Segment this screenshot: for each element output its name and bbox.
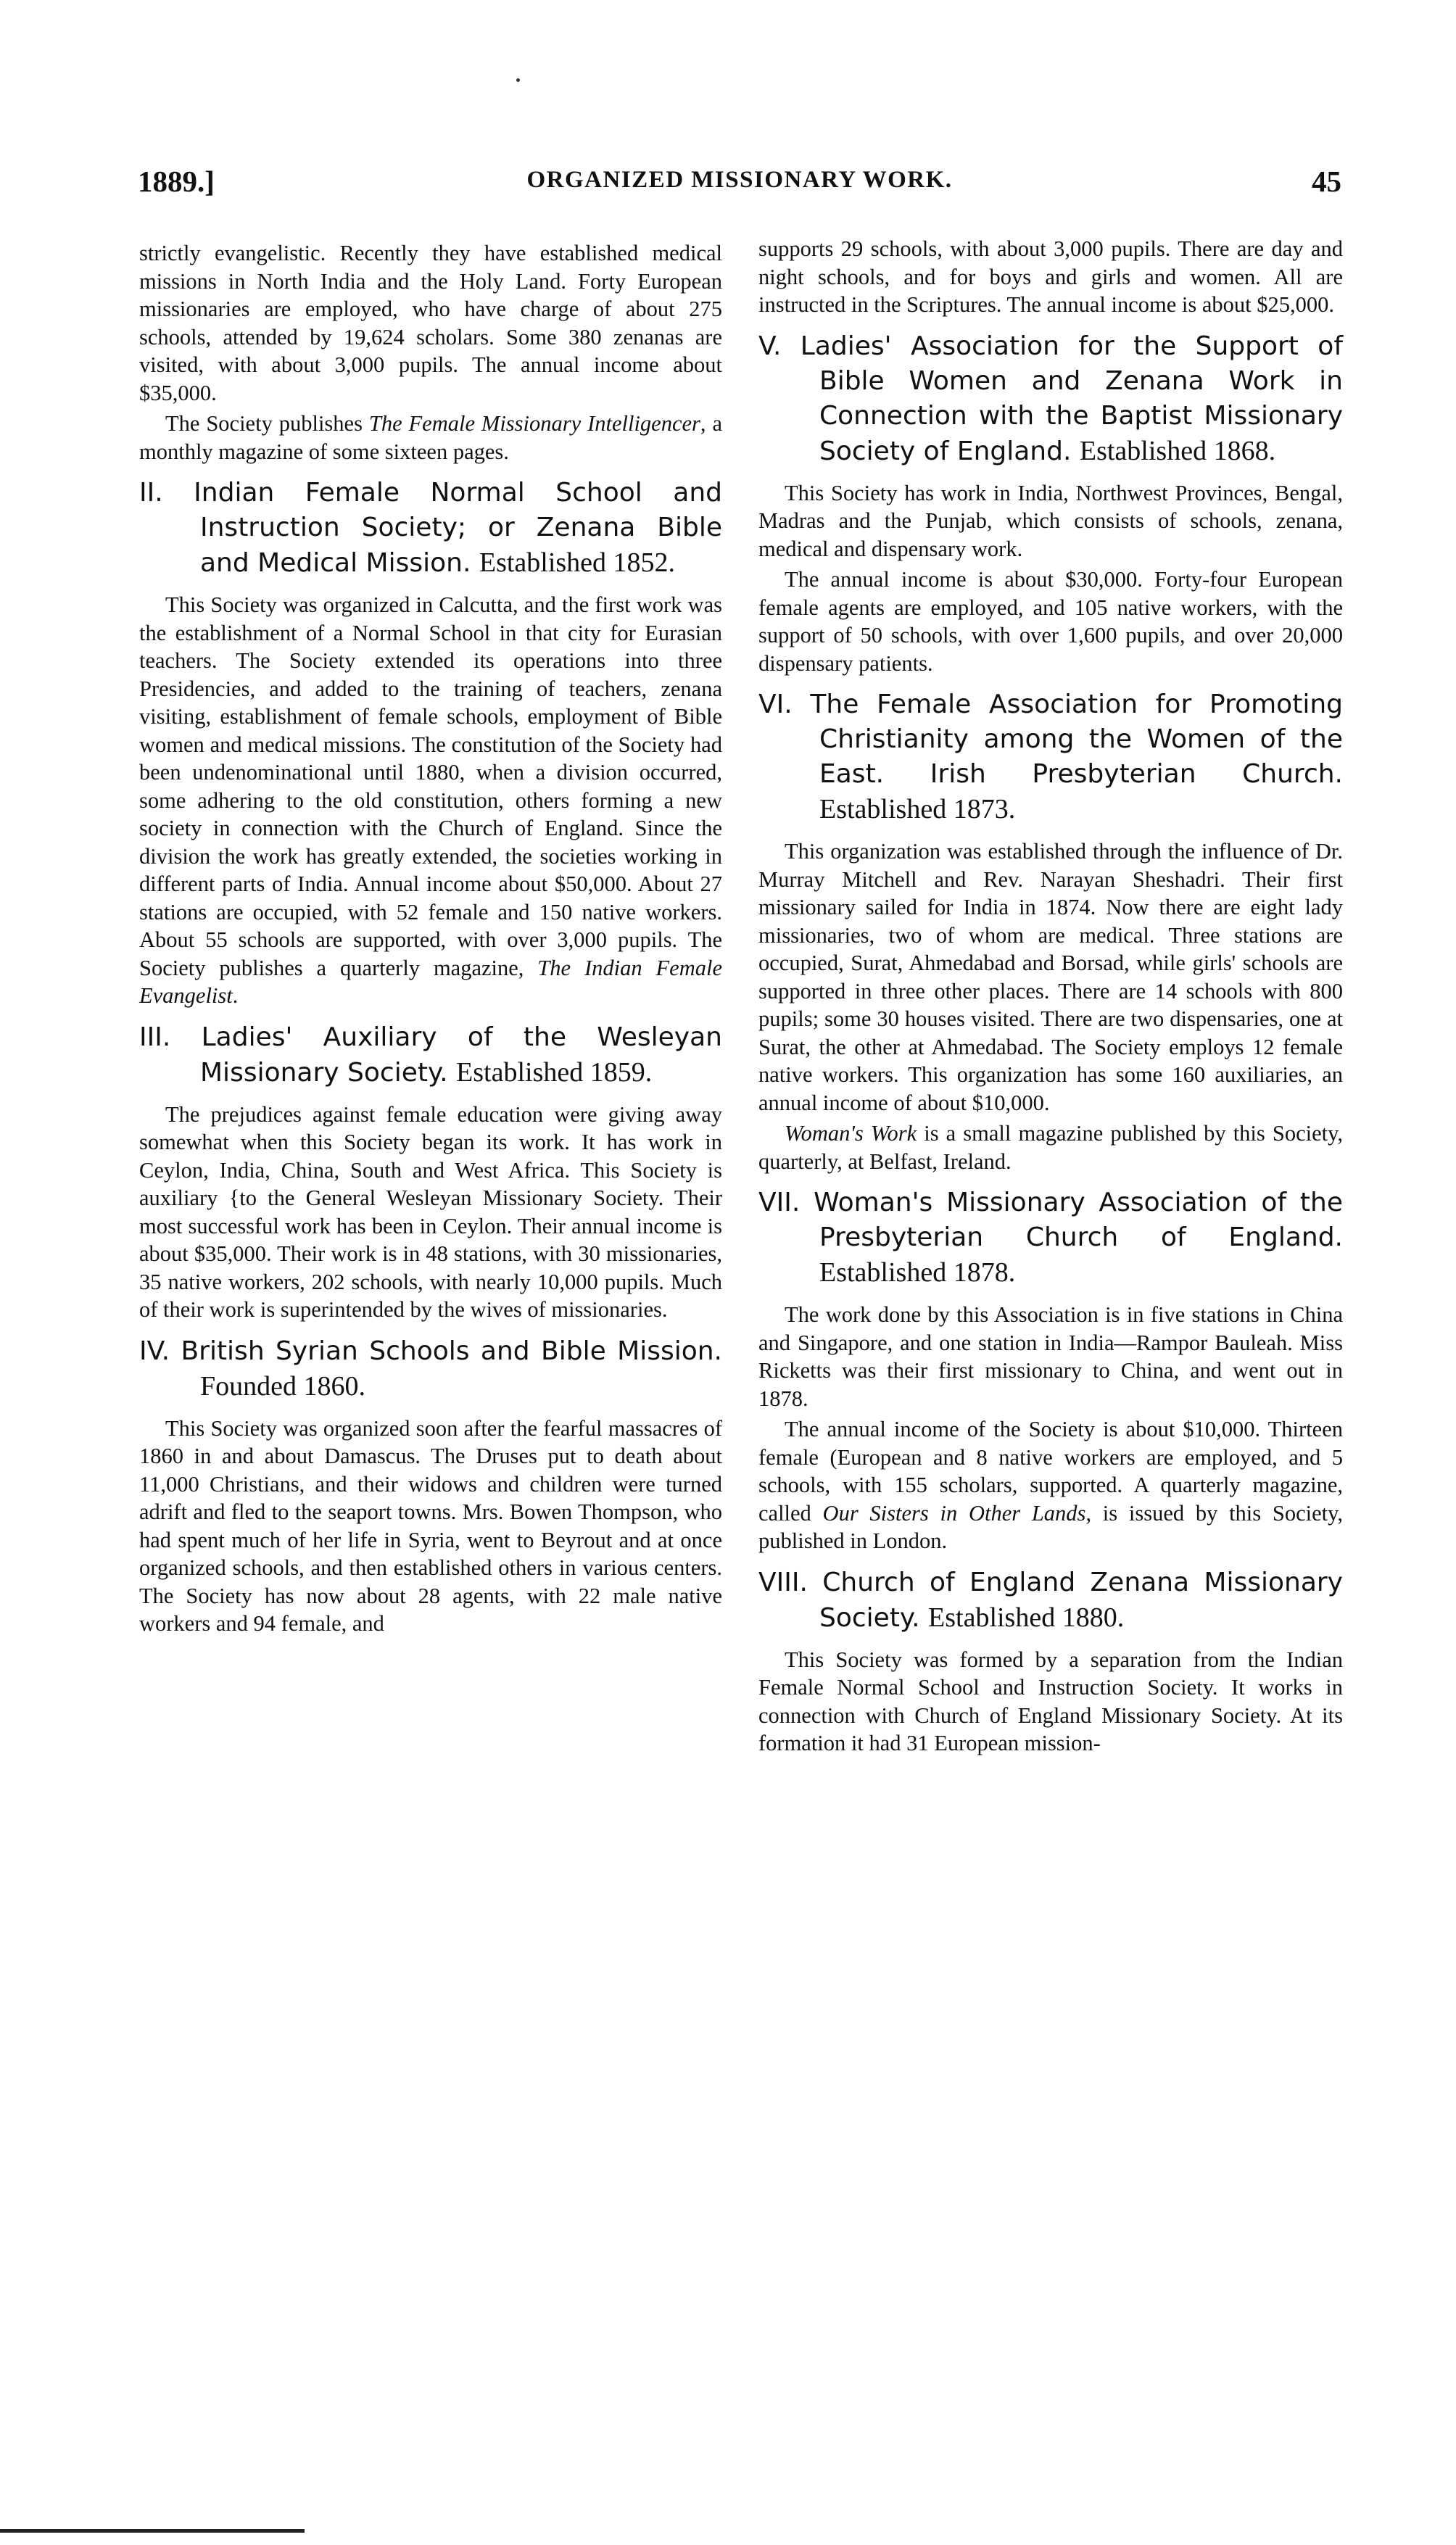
left-column [139,239,722,1638]
running-header [138,164,1341,207]
section-paragraph-v-2: The annual income is about $30,000. Forty-four European female agents are employed, and 105 native workers, with the support of 50 schools, with over 1,600 pupils, and over 20,000 dispensary patients. [758,567,1343,676]
section-paragraph-vii-2: The annual income of the Society is about $10,000. Thirteen female (European and 8 native workers are employed, and 5 schools, with 155 scholars, supported. A quarterly magazine, called Our Sisters in Other Lands, is issued by this Society, published in London. [758,1417,1344,1553]
header-year: 1889.] [138,165,215,198]
section-paragraph-vi-2: Woman's Work is a small magazine published by this Society, quarterly, at Belfast, Ireland. [758,1121,1343,1174]
magazine-title: Woman's Work [785,1121,917,1146]
section-heading-v: V. Ladies' Association for the Support of Bible Women and Zenana Work in Connection with the Baptist Missionary Society of England. Established 1868. [758,331,1343,466]
section-paragraph-ii: This Society was organized in Calcutta, and the first work was the establishment of a Normal School in that city for Eurasian teachers. The Society extended its operations into three Presidencies, and added to the training of teachers, zenana visiting, establishment of female schools, employment of Bible women and medical missions. The constitution of the Society had been undenominational until 1880, when a division occurred, some adhering to the old constitution, others forming a new society in connection with the Church of England. Since the division the work has greatly extended, the societies working in different parts of India. Annual income about $50,000. About 27 stations are occupied, with 52 female and 150 native workers. About 55 schools are supported, with over 3,000 pupils. The Society publishes a quarterly magazine, The Indian Female Evangelist. [139,592,722,1008]
section-heading-iv: IV. British Syrian Schools and Bible Mission. Founded 1860. [139,1336,722,1402]
magazine-title: Our Sisters in Other Lands [822,1500,1086,1526]
speck-mark [516,78,520,82]
continued-paragraph: supports 29 schools, with about 3,000 pupils. There are day and night schools, and for boys and girls and women. All are instructed in the Scriptures. The annual income is about $25,000. [758,236,1343,317]
right-column [758,235,1343,1758]
section-heading-vii: VII. Woman's Missionary Association of the Presbyterian Church of England. Established 1878. [758,1188,1343,1288]
page-number: 45 [1312,165,1341,198]
section-paragraph-iv: This Society was organized soon after the fearful massacres of 1860 in and about Damascus. The Druses put to death about 11,000 Christians, and their widows and children were turned adrift and fled to the seaport towns. Mrs. Bowen Thompson, who had spent much of her life in Syria, went to Beyrout and at once organized schools, and then established others in various centers. The Society has now about 28 agents, with 22 male native workers and 94 female, and [139,1415,722,1636]
magazine-title: The Female Missionary Intelligencer [368,411,700,436]
section-paragraph-iii: The prejudices against female education were giving away somewhat when this Society began its work. It has work in Ceylon, India, China, South and West Africa. This Society is auxiliary {to the General Wesleyan Missionary Society. Their most successful work has been in Ceylon. Their annual income is about $35,000. Their work is in 48 stations, with 30 missionaries, 35 native workers, 202 schools, with nearly 10,000 pupils. Much of their work is superintended by the wives of missionaries. [139,1101,722,1322]
section-paragraph-vi-1: This organization was established through the influence of Dr. Murray Mitchell and Rev. Narayan Sheshadri. Their first missionary sailed for India in 1874. Now there are eight lady missionaries, two of whom are medical. Three stations are occupied, Surat, Ahmedabad and Borsad, while girls' schools are supported in three other places. There are 14 schools with 800 pupils; some 30 houses visited. There are two dispensaries, one at Surat, the other at Ahmedabad. The Society employs 12 female native workers. This organization has some 160 auxiliaries, an annual income of about $10,000. [758,839,1343,1115]
section-paragraph-vii-1: The work done by this Association is in five stations in China and Singapore, and one station in India—Rampor Bauleah. Miss Ricketts was their first missionary to China, and went out in 1878. [758,1302,1343,1411]
section-paragraph-v-1: This Society has work in India, Northwest Provinces, Bengal, Madras and the Punjab, which consists of schools, zenana, medical and dispensary work. [758,480,1343,561]
header-title: ORGANIZED MISSIONARY WORK. [526,167,953,193]
section-heading-viii: VIII. Church of England Zenana Missionary Society. Established 1880. [758,1567,1343,1633]
magazine-title: The Indian Female Evangelist [139,955,722,1008]
section-heading-vi: VI. The Female Association for Promoting Christianity among the Women of the East. Irish Presbyterian Church. Established 1873. [758,690,1343,824]
section-heading-iii: III. Ladies' Auxiliary of the Wesleyan Missionary Society. Established 1859. [139,1022,722,1088]
intro-paragraph-2: The Society publishes The Female Missionary Intelligencer, a monthly magazine of some sixteen pages. [139,411,722,464]
bottom-edge-rule [0,2529,305,2533]
intro-paragraph-1: strictly evangelistic. Recently they have established medical missions in North India and the Holy Land. Forty European missionaries are employed, who have charge of about 275 schools, attended by 19,624 scholars. Some 380 zenanas are visited, with about 3,000 pupils. The annual income about $35,000. [139,241,722,405]
section-heading-ii: II. Indian Female Normal School and Instruction Society; or Zenana Bible and Medical Mission. Established 1852. [139,478,722,578]
section-paragraph-viii: This Society was formed by a separation from the Indian Female Normal School and Instruction Society. It works in connection with Church of England Missionary Society. At its formation it had 31 European mission- [758,1647,1343,1755]
